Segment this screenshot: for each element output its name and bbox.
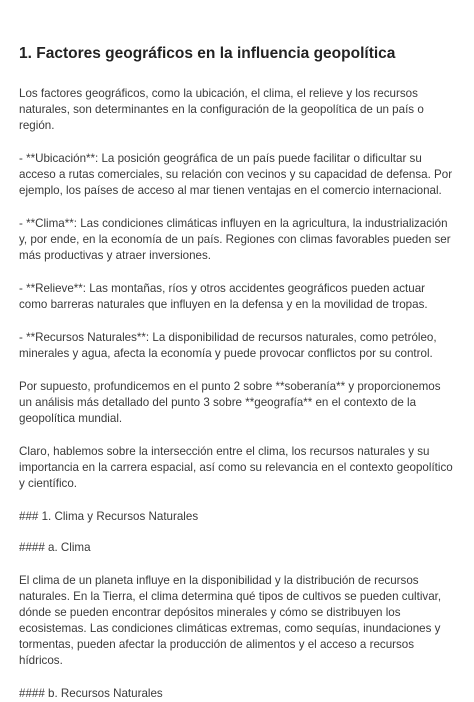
relieve-paragraph: - **Relieve**: Las montañas, ríos y otros accidentes geográficos pueden actuar como barreras naturales que influyen en la defensa y en la movilidad de tropas. (19, 282, 428, 311)
document-title: 1. Factores geográficos en la influencia geopolítica (19, 45, 396, 62)
subsection-heading-recursos-naturales: #### b. Recursos Naturales (19, 687, 163, 700)
intro-paragraph: Los factores geográficos, como la ubicación, el clima, el relieve y los recursos naturales, son determinantes en la configuración de la geopolítica de un país o región. (19, 87, 424, 132)
recursos-naturales-paragraph: - **Recursos Naturales**: La disponibilidad de recursos naturales, como petróleo, minerales y agua, afecta la economía y puede provocar conflictos por su control. (19, 331, 437, 360)
section-heading-clima-recursos: ### 1. Clima y Recursos Naturales (19, 510, 199, 523)
clima-planeta-paragraph: El clima de un planeta influye en la disponibilidad y la distribución de recursos naturales. En la Tierra, el clima determina qué tipos de cultivos se pueden cultivar, dónde se pueden encontrar depósitos minerales y cómo se distribuyen los ecosistemas. Las condiciones climáticas extremas, como sequías, inundaciones y tormentas, pueden afectar la producción de alimentos y el acceso a recursos hídricos. (19, 574, 442, 667)
carrera-espacial-paragraph: Claro, hablemos sobre la intersección entre el clima, los recursos naturales y su importancia en la carrera espacial, así como su relevancia en el contexto geopolítico y científico. (19, 445, 453, 490)
soberania-paragraph: Por supuesto, profundicemos en el punto 2 sobre **soberanía** y proporcionemos un análisis más detallado del punto 3 sobre **geografía** en el contexto de la geopolítica mundial. (19, 380, 441, 425)
subsection-heading-clima: #### a. Clima (19, 541, 91, 554)
clima-paragraph: - **Clima**: Las condiciones climáticas influyen en la agricultura, la industrialización y, por ende, en la economía de un país. Regiones con climas favorables pueden ser más productivas y atraer inversiones. (19, 217, 451, 262)
ubicacion-paragraph: - **Ubicación**: La posición geográfica de un país puede facilitar o dificultar su acceso a rutas comerciales, su relación con vecinos y su capacidad de defensa. Por ejemplo, los países de acceso al mar tienen ventajas en el comercio internacional. (19, 152, 453, 197)
